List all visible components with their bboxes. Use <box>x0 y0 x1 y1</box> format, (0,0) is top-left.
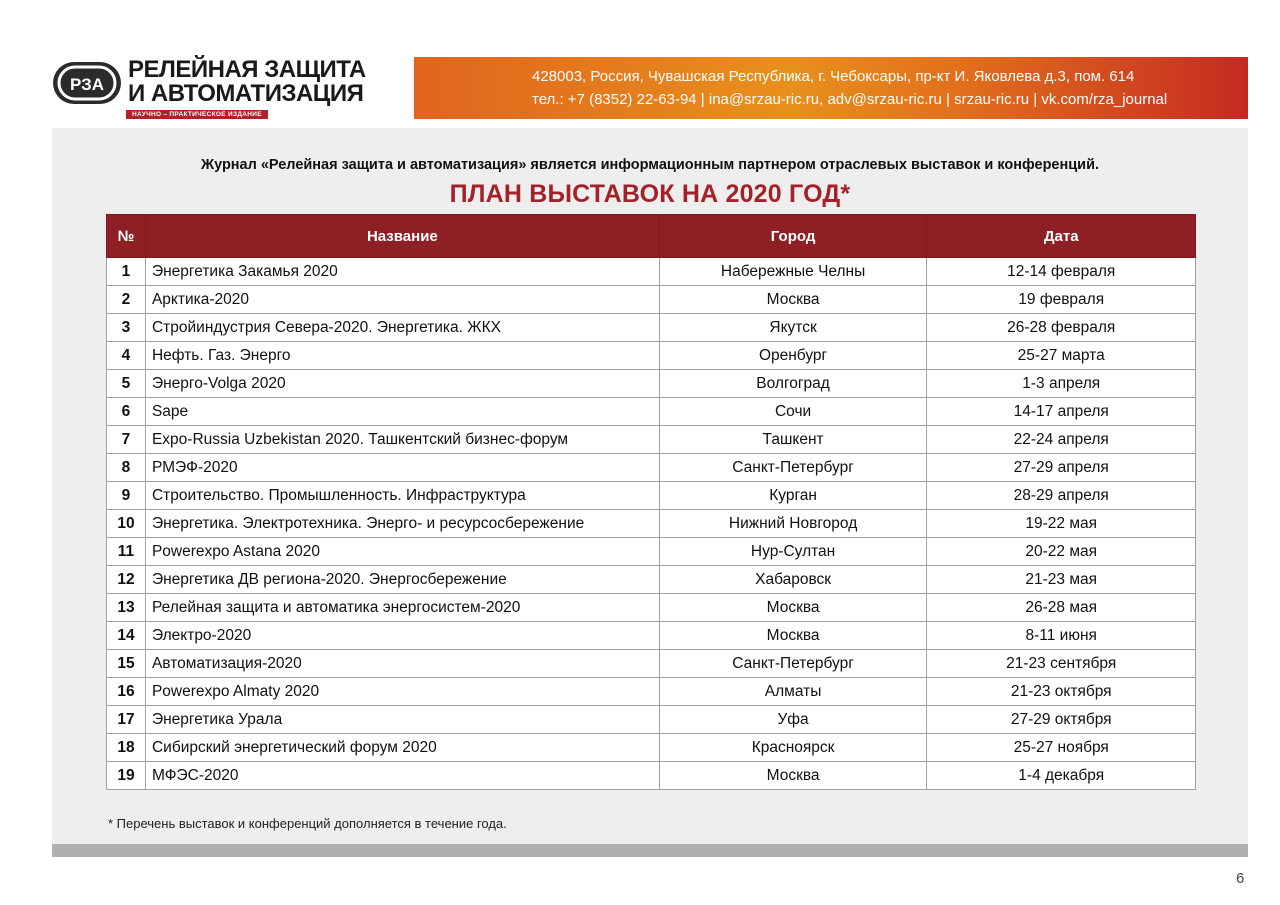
logo-title <box>128 58 366 106</box>
event-date: 19 февраля <box>927 286 1196 314</box>
table-row <box>107 734 1196 762</box>
event-city: Москва <box>659 762 927 790</box>
table-row <box>107 650 1196 678</box>
event-date: 22-24 апреля <box>927 426 1196 454</box>
event-name: Сибирский энергетический форум 2020 <box>145 734 659 762</box>
row-number: 11 <box>107 538 146 566</box>
event-date: 27-29 октября <box>927 706 1196 734</box>
logo-title-line1: РЕЛЕЙНАЯ ЗАЩИТА <box>128 56 366 83</box>
column-header-date: Дата <box>927 215 1196 258</box>
table-row <box>107 286 1196 314</box>
event-name: Электро-2020 <box>145 622 659 650</box>
page-title: ПЛАН ВЫСТАВОК НА 2020 ГОД* <box>449 180 851 208</box>
column-header-city: Город <box>659 215 927 258</box>
event-name: Энергетика. Электротехника. Энерго- и ресурсосбережение <box>145 510 659 538</box>
event-date: 25-27 марта <box>927 342 1196 370</box>
event-date: 19-22 мая <box>927 510 1196 538</box>
footnote: * Перечень выставок и конференций дополняется в течение года. <box>108 816 507 831</box>
event-name: Арктика-2020 <box>145 286 659 314</box>
event-date: 21-23 сентября <box>927 650 1196 678</box>
rza-logo-icon <box>52 61 122 105</box>
table-row <box>107 398 1196 426</box>
row-number: 7 <box>107 426 146 454</box>
row-number: 13 <box>107 594 146 622</box>
event-city: Набережные Челны <box>659 258 927 286</box>
event-name: Powerexpo Astana 2020 <box>145 538 659 566</box>
event-date: 1-4 декабря <box>927 762 1196 790</box>
table-row <box>107 594 1196 622</box>
table-row <box>107 678 1196 706</box>
table-body <box>107 258 1196 790</box>
contact-banner <box>414 57 1248 119</box>
intro-text: Журнал «Релейная защита и автоматизация» является информационным партнером отраслевых выставок и конференций. <box>200 157 1100 173</box>
event-date: 21-23 мая <box>927 566 1196 594</box>
row-number: 5 <box>107 370 146 398</box>
logo-title-line2: И АВТОМАТИЗАЦИЯ <box>128 80 364 107</box>
event-date: 12-14 февраля <box>927 258 1196 286</box>
event-name: Строительство. Промышленность. Инфраструктура <box>145 482 659 510</box>
event-city: Сочи <box>659 398 927 426</box>
event-date: 21-23 октября <box>927 678 1196 706</box>
page-number: 6 <box>1236 870 1245 887</box>
event-date: 27-29 апреля <box>927 454 1196 482</box>
row-number: 12 <box>107 566 146 594</box>
row-number: 10 <box>107 510 146 538</box>
table-row <box>107 762 1196 790</box>
row-number: 14 <box>107 622 146 650</box>
event-city: Алматы <box>659 678 927 706</box>
event-city: Москва <box>659 594 927 622</box>
event-city: Санкт-Петербург <box>659 454 927 482</box>
table-row <box>107 258 1196 286</box>
event-name: Sape <box>145 398 659 426</box>
table-row <box>107 454 1196 482</box>
address-line: 428003, Россия, Чувашская Республика, г. Чебоксары, пр-кт И. Яковлева д.3, пом. 614 <box>532 68 1135 85</box>
event-name: Энергетика Урала <box>145 706 659 734</box>
row-number: 16 <box>107 678 146 706</box>
event-name: Нефть. Газ. Энерго <box>145 342 659 370</box>
event-date: 28-29 апреля <box>927 482 1196 510</box>
event-city: Нижний Новгород <box>659 510 927 538</box>
event-date: 26-28 февраля <box>927 314 1196 342</box>
event-city: Хабаровск <box>659 566 927 594</box>
row-number: 9 <box>107 482 146 510</box>
table-header-row <box>107 215 1196 258</box>
event-city: Нур-Султан <box>659 538 927 566</box>
event-city: Москва <box>659 622 927 650</box>
event-date: 20-22 мая <box>927 538 1196 566</box>
event-date: 25-27 ноября <box>927 734 1196 762</box>
event-name: Expo-Russia Uzbekistan 2020. Ташкентский бизнес-форум <box>145 426 659 454</box>
event-date: 8-11 июня <box>927 622 1196 650</box>
event-city: Москва <box>659 286 927 314</box>
event-name: Релейная защита и автоматика энергосистем-2020 <box>145 594 659 622</box>
content-panel <box>52 128 1248 844</box>
journal-logo <box>52 58 402 120</box>
event-date: 14-17 апреля <box>927 398 1196 426</box>
event-name: Powerexpo Almaty 2020 <box>145 678 659 706</box>
table-row <box>107 314 1196 342</box>
event-name: МФЭС-2020 <box>145 762 659 790</box>
row-number: 4 <box>107 342 146 370</box>
row-number: 2 <box>107 286 146 314</box>
row-number: 17 <box>107 706 146 734</box>
table-row <box>107 538 1196 566</box>
footer-bar <box>52 844 1248 857</box>
row-number: 19 <box>107 762 146 790</box>
exhibitions-table <box>106 214 1196 790</box>
event-city: Курган <box>659 482 927 510</box>
event-city: Оренбург <box>659 342 927 370</box>
logo-subtitle: НАУЧНО – ПРАКТИЧЕСКОЕ ИЗДАНИЕ <box>126 110 268 119</box>
event-date: 1-3 апреля <box>927 370 1196 398</box>
logo-mark-text: РЗА <box>69 75 105 94</box>
event-name: Стройиндустрия Севера-2020. Энергетика. ЖКХ <box>145 314 659 342</box>
row-number: 15 <box>107 650 146 678</box>
event-name: Автоматизация-2020 <box>145 650 659 678</box>
event-city: Красноярск <box>659 734 927 762</box>
contacts-line: тел.: +7 (8352) 22-63-94 | ina@srzau-ric.ru, adv@srzau-ric.ru | srzau-ric.ru | vk.com/rza_journal <box>532 91 1168 108</box>
event-name: РМЭФ-2020 <box>145 454 659 482</box>
row-number: 1 <box>107 258 146 286</box>
event-city: Ташкент <box>659 426 927 454</box>
row-number: 6 <box>107 398 146 426</box>
column-header-number: № <box>107 215 146 258</box>
table-row <box>107 426 1196 454</box>
table-row <box>107 370 1196 398</box>
event-city: Волгоград <box>659 370 927 398</box>
event-city: Санкт-Петербург <box>659 650 927 678</box>
table-row <box>107 482 1196 510</box>
event-name: Энергетика Закамья 2020 <box>145 258 659 286</box>
table-row <box>107 342 1196 370</box>
row-number: 3 <box>107 314 146 342</box>
event-city: Уфа <box>659 706 927 734</box>
column-header-name: Название <box>145 215 659 258</box>
table-row <box>107 706 1196 734</box>
event-city: Якутск <box>659 314 927 342</box>
table-row <box>107 566 1196 594</box>
table-row <box>107 622 1196 650</box>
row-number: 8 <box>107 454 146 482</box>
event-name: Энергетика ДВ региона-2020. Энергосбережение <box>145 566 659 594</box>
event-date: 26-28 мая <box>927 594 1196 622</box>
event-name: Энерго-Volga 2020 <box>145 370 659 398</box>
table-row <box>107 510 1196 538</box>
row-number: 18 <box>107 734 146 762</box>
